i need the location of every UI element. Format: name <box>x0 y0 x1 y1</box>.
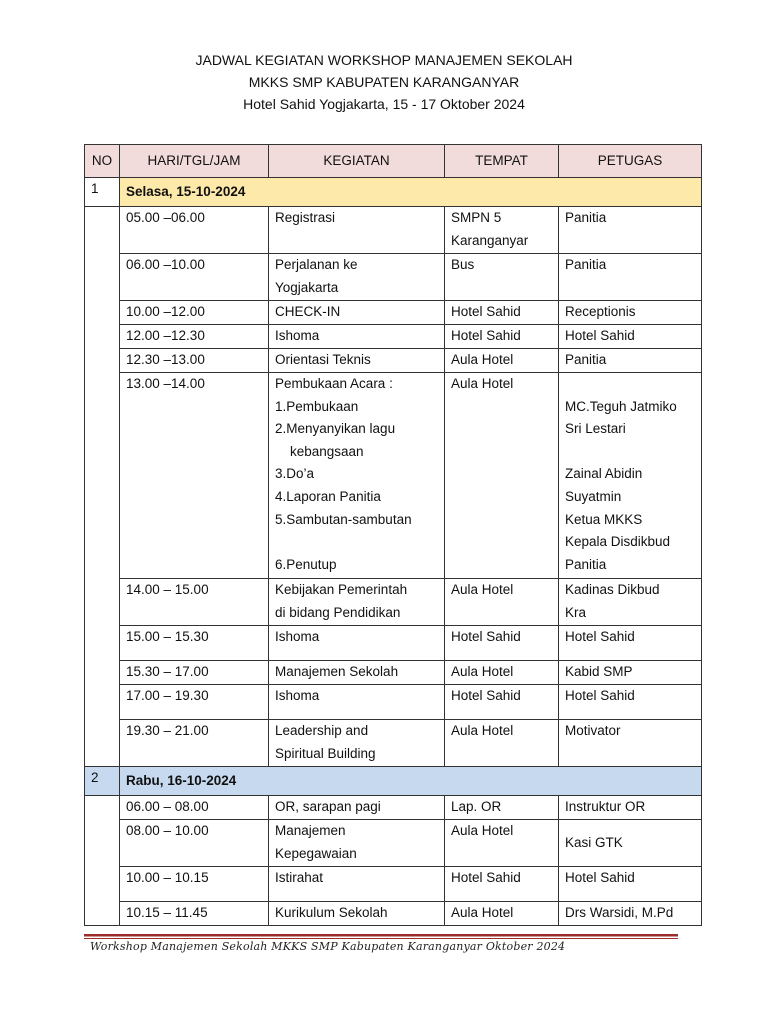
officer-cell-text: Panitia <box>565 257 607 272</box>
place-cell-text: Aula Hotel <box>451 905 514 920</box>
activity-cell <box>269 254 445 301</box>
document-title: JADWAL KEGIATAN WORKSHOP MANAJEMEN SEKOLAH <box>195 52 573 68</box>
activity-cell <box>269 207 445 254</box>
time-cell <box>120 325 269 349</box>
activity-cell <box>269 720 445 767</box>
officer-cell-text: Kabid SMP <box>565 664 633 679</box>
footer-text: Workshop Manajemen Sekolah MKKS SMP Kabupaten Karanganyar Oktober 2024 <box>90 940 566 953</box>
table-row <box>85 325 702 349</box>
activity-cell-text: Perjalanan ke Yogjakarta <box>275 257 358 295</box>
no-column-spacer <box>85 207 120 767</box>
officer-cell <box>559 254 702 301</box>
activity-cell <box>269 796 445 820</box>
day-label: Rabu, 16-10-2024 <box>120 767 702 796</box>
activity-cell-text: Ishoma <box>275 629 320 644</box>
table-row <box>85 579 702 626</box>
activity-cell-text: Kebijakan Pemerintah di bidang Pendidikan <box>275 582 408 620</box>
time-cell-text: 15.30 – 17.00 <box>126 664 209 679</box>
time-cell <box>120 349 269 373</box>
table-row <box>85 207 702 254</box>
time-cell-text: 06.00 –10.00 <box>126 257 205 272</box>
time-cell <box>120 626 269 661</box>
col-header-activity: KEGIATAN <box>269 145 445 178</box>
activity-cell <box>269 579 445 626</box>
officer-cell-text: Instruktur OR <box>565 799 646 814</box>
no-column-spacer <box>85 796 120 926</box>
time-cell <box>120 796 269 820</box>
officer-cell <box>559 796 702 820</box>
time-cell-text: 13.00 –14.00 <box>126 376 205 391</box>
place-cell-text: Aula Hotel <box>451 352 514 367</box>
place-cell <box>445 661 559 685</box>
day-number: 2 <box>85 767 120 796</box>
activity-cell-text: Orientasi Teknis <box>275 352 371 367</box>
table-row <box>85 301 702 325</box>
officer-cell-text: MC.Teguh Jatmiko Sri Lestari Zainal Abidin Suyatmin Ketua MKKS Kepala Disdikbud Panitia <box>565 398 677 572</box>
officer-cell <box>559 720 702 767</box>
place-cell <box>445 349 559 373</box>
time-cell <box>120 902 269 926</box>
table-row <box>85 720 702 767</box>
place-cell-text: Lap. OR <box>451 799 502 814</box>
officer-cell-text: Hotel Sahid <box>565 688 635 703</box>
place-cell-text: Aula Hotel <box>451 723 514 738</box>
time-cell <box>120 207 269 254</box>
table-row <box>85 820 702 867</box>
officer-cell <box>559 685 702 720</box>
activity-cell <box>269 301 445 325</box>
time-cell <box>120 373 269 579</box>
place-cell <box>445 254 559 301</box>
place-cell <box>445 685 559 720</box>
officer-cell-text: Hotel Sahid <box>565 328 635 343</box>
activity-cell-text: CHECK-IN <box>275 304 341 319</box>
activity-cell <box>269 661 445 685</box>
officer-cell-text: Panitia <box>565 210 607 225</box>
officer-cell <box>559 301 702 325</box>
table-row <box>85 796 702 820</box>
time-cell-text: 12.30 –13.00 <box>126 352 205 367</box>
time-cell <box>120 685 269 720</box>
table-row <box>85 349 702 373</box>
time-cell <box>120 579 269 626</box>
footer-rule-thin <box>84 938 678 939</box>
table-row <box>85 626 702 661</box>
time-cell-text: 10.00 – 10.15 <box>126 870 209 885</box>
officer-cell-text: Drs Warsidi, M.Pd <box>565 905 674 920</box>
officer-cell <box>559 579 702 626</box>
table-header-row <box>85 145 702 178</box>
time-cell-text: 14.00 – 15.00 <box>126 582 209 597</box>
officer-cell-text: Kasi GTK <box>565 834 623 850</box>
day-row <box>85 178 702 207</box>
table-row <box>85 867 702 902</box>
col-header-no: NO <box>85 145 120 178</box>
place-cell-text: Hotel Sahid <box>451 688 521 703</box>
officer-cell-text: Panitia <box>565 352 607 367</box>
document-venue-date: Hotel Sahid Yogjakarta, 15 - 17 Oktober 2024 <box>243 96 525 112</box>
schedule-body <box>85 178 702 926</box>
place-cell-text: Aula Hotel <box>451 823 514 838</box>
place-cell-text: Hotel Sahid <box>451 328 521 343</box>
officer-cell <box>559 661 702 685</box>
document-subtitle: MKKS SMP KABUPATEN KARANGANYAR <box>248 74 520 90</box>
activity-cell-text: Manajemen Kepegawaian <box>275 823 357 861</box>
time-cell <box>120 661 269 685</box>
place-cell <box>445 720 559 767</box>
place-cell <box>445 867 559 902</box>
time-cell-text: 10.15 – 11.45 <box>126 905 208 920</box>
time-cell-text: 12.00 –12.30 <box>126 328 205 343</box>
officer-cell-text: Receptionis <box>565 304 636 319</box>
activity-cell <box>269 685 445 720</box>
activity-cell <box>269 349 445 373</box>
activity-cell-text: Istirahat <box>275 870 324 885</box>
place-cell <box>445 301 559 325</box>
table-row <box>85 902 702 926</box>
officer-cell <box>559 207 702 254</box>
time-cell <box>120 720 269 767</box>
activity-cell-text: Pembukaan Acara : 1.Pembukaan 2.Menyanyikan lagu kebangsaan 3.Do’a 4.Laporan Panitia 5.Sambutan-sambutan 6.Penutup <box>275 376 412 572</box>
place-cell <box>445 820 559 867</box>
place-cell-text: Aula Hotel <box>451 664 514 679</box>
officer-cell-text: Hotel Sahid <box>565 870 635 885</box>
activity-cell-text: OR, sarapan pagi <box>275 799 381 814</box>
day-number: 1 <box>85 178 120 207</box>
officer-cell-text: Kadinas Dikbud Kra <box>565 582 660 620</box>
time-cell-text: 06.00 – 08.00 <box>126 799 209 814</box>
time-cell-text: 08.00 – 10.00 <box>126 823 209 838</box>
officer-cell <box>559 373 702 579</box>
officer-cell-text: Hotel Sahid <box>565 629 635 644</box>
place-cell <box>445 207 559 254</box>
place-cell-text: Hotel Sahid <box>451 629 521 644</box>
place-cell-text: Aula Hotel <box>451 376 514 391</box>
activity-cell-text: Kurikulum Sekolah <box>275 905 388 920</box>
time-cell-text: 05.00 –06.00 <box>126 210 205 225</box>
activity-cell <box>269 626 445 661</box>
col-header-time: HARI/TGL/JAM <box>120 145 269 178</box>
officer-cell-text: Motivator <box>565 723 621 738</box>
place-cell-text: Hotel Sahid <box>451 870 521 885</box>
activity-cell <box>269 373 445 579</box>
table-row <box>85 685 702 720</box>
day-row <box>85 767 702 796</box>
officer-cell <box>559 902 702 926</box>
time-cell-text: 15.00 – 15.30 <box>126 629 209 644</box>
time-cell <box>120 301 269 325</box>
time-cell-text: 17.00 – 19.30 <box>126 688 209 703</box>
officer-cell <box>559 349 702 373</box>
col-header-place: TEMPAT <box>445 145 559 178</box>
table-row <box>85 373 702 579</box>
activity-cell-text: Registrasi <box>275 210 336 225</box>
place-cell-text: Aula Hotel <box>451 582 514 597</box>
place-cell <box>445 796 559 820</box>
time-cell <box>120 254 269 301</box>
time-cell <box>120 867 269 902</box>
place-cell-text: Bus <box>451 257 475 272</box>
schedule-table <box>84 144 702 926</box>
footer-rule-thick <box>84 934 678 937</box>
table-row <box>85 254 702 301</box>
col-header-officer: PETUGAS <box>559 145 702 178</box>
time-cell-text: 19.30 – 21.00 <box>126 723 209 738</box>
officer-cell <box>559 626 702 661</box>
activity-cell-text: Leadership and Spiritual Building <box>275 723 376 761</box>
time-cell <box>120 820 269 867</box>
table-row <box>85 661 702 685</box>
place-cell-text: SMPN 5 Karanganyar <box>451 210 529 248</box>
time-cell-text: 10.00 –12.00 <box>126 304 205 319</box>
officer-cell <box>559 325 702 349</box>
activity-cell-text: Manajemen Sekolah <box>275 664 399 679</box>
day-label: Selasa, 15-10-2024 <box>120 178 702 207</box>
place-cell <box>445 902 559 926</box>
activity-cell-text: Ishoma <box>275 688 320 703</box>
place-cell-text: Hotel Sahid <box>451 304 521 319</box>
place-cell <box>445 325 559 349</box>
activity-cell-text: Ishoma <box>275 328 320 343</box>
activity-cell <box>269 902 445 926</box>
activity-cell <box>269 820 445 867</box>
place-cell <box>445 626 559 661</box>
officer-cell <box>559 820 702 867</box>
activity-cell <box>269 867 445 902</box>
officer-cell <box>559 867 702 902</box>
place-cell <box>445 373 559 579</box>
place-cell <box>445 579 559 626</box>
activity-cell <box>269 325 445 349</box>
